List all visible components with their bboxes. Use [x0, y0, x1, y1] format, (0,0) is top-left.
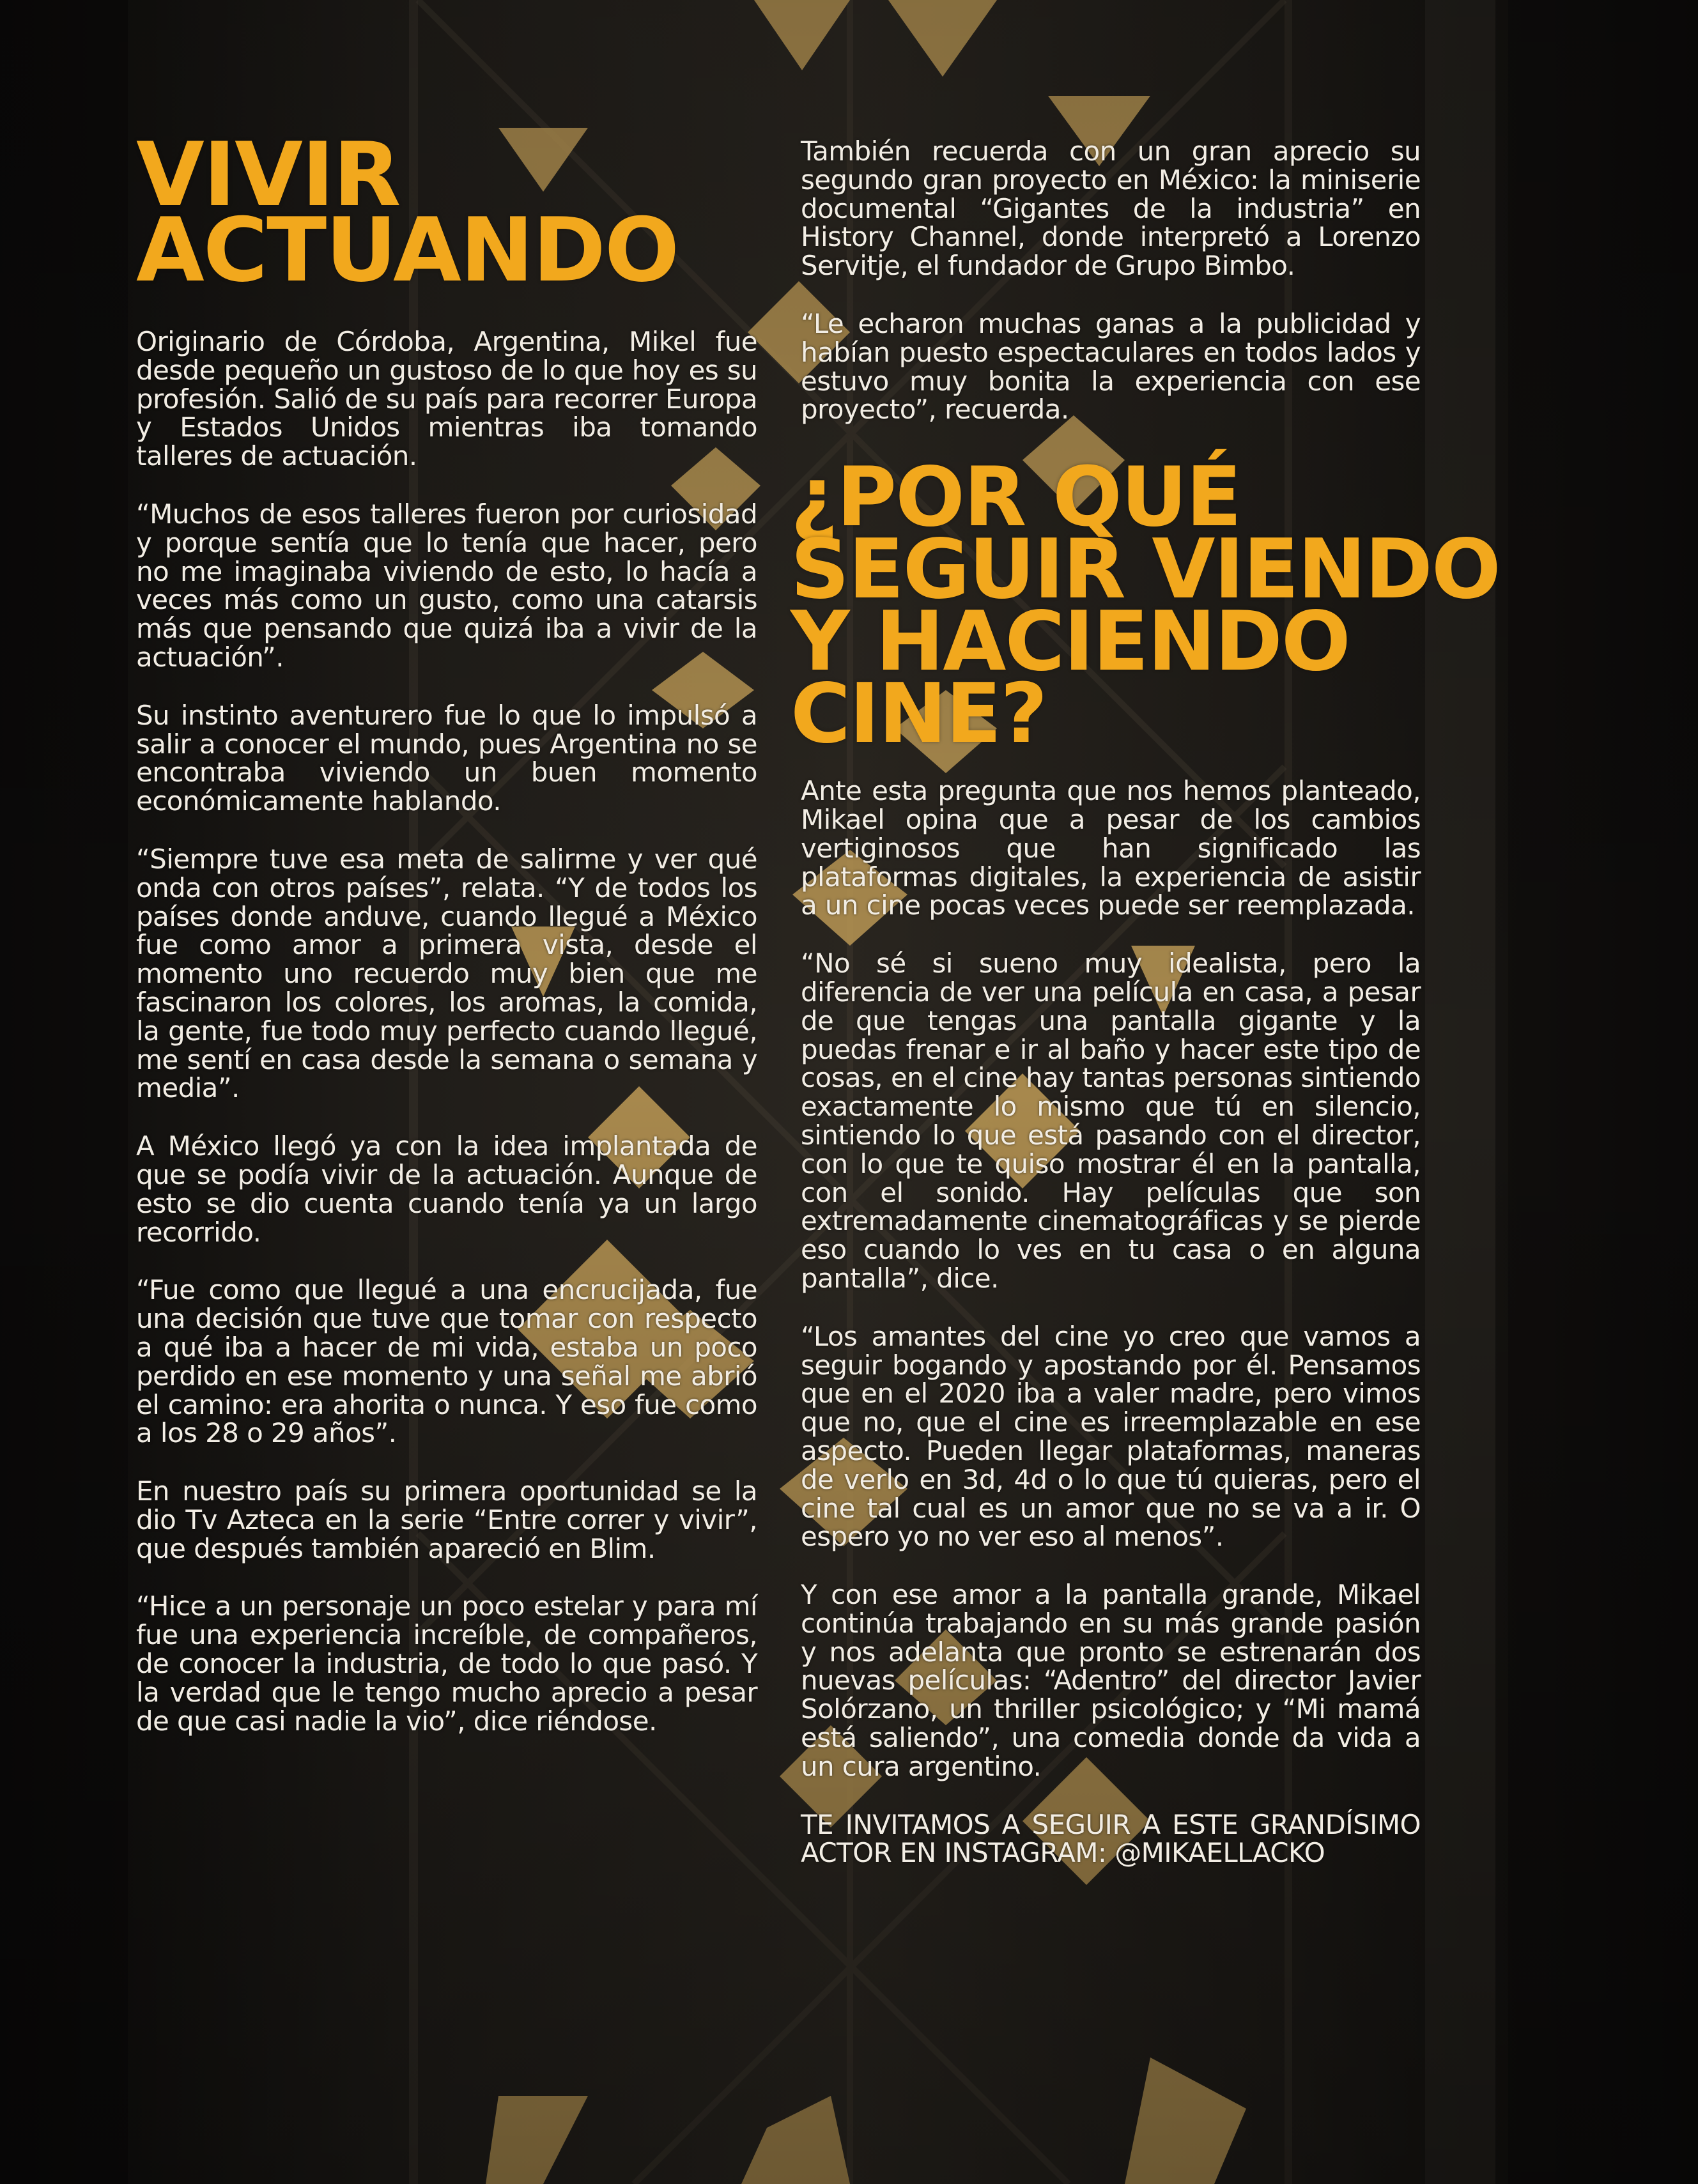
heading-line: VIVIR [136, 123, 400, 226]
right-column [791, 135, 1500, 1869]
heading-line: ACTUANDO [136, 199, 679, 302]
paragraph: “Fue como que llegué a una encrucijada, fue una decisión que tuve que tomar con respecto a qué iba a hacer de mi vida, estaba un poco perdido en ese momento y una señal me abrió el camino: era ahorita o nunca. Y eso fue como a los 28 o 29 años”. [136, 1274, 757, 1449]
paragraph: “Siempre tuve esa meta de salirme y ver qué onda con otros países”, relata. “Y de todos los países donde anduve, cuando llegué a México fue como amor a primera vista, desde el momento uno recuerdo muy bien que me fascinaron los colores, los aromas, la comida, la gente, fue todo muy perfecto cuando llegué, me sentí en casa desde la semana o semana y media”. [136, 843, 757, 1104]
paragraph: “Hice a un personaje un poco estelar y para mí fue una experiencia increíble, de compañeros, de conocer la industria, de todo lo que pasó. Y la verdad que le tengo mucho aprecio a pesar de que casi nadie la vio”, dice riéndose. [136, 1590, 757, 1737]
heading-line: Y HACIENDO [791, 594, 1350, 690]
paragraph: Originario de Córdoba, Argentina, Mikel fue desde pequeño un gustoso de lo que hoy es su profesión. Salió de su país para recorrer Europa y Estados Unidos mientras iba tomando talleres de actuación. [136, 326, 757, 472]
paragraph: Ante esta pregunta que nos hemos planteado, Mikael opina que a pesar de los cambios vertiginosos que han significado las plataformas digitales, la experiencia de asistir a un cine pocas veces puede ser reemplazada. [801, 775, 1421, 921]
heading-line: SEGUIR VIENDO [791, 522, 1500, 618]
paragraph: “Los amantes del cine yo creo que vamos a seguir bogando y apostando por él. Pensamos que en el 2020 iba a valer madre, pero vimos que no, que el cine es irreemplazable en ese aspecto. Pueden llegar plataformas, maneras de verlo en 3d, 4d o lo que tú quieras, pero el cine tal cual es un amor que no se va a ir. O espero yo no ver eso al menos”. [801, 1320, 1421, 1553]
paragraph: En nuestro país su primera oportunidad se la dio Tv Azteca en la serie “Entre correr y vivir”, que después también apareció en Blim. [136, 1475, 757, 1564]
heading-line: CINE? [791, 666, 1047, 762]
section-heading-vivir-actuando [136, 123, 757, 302]
paragraph: A México llegó ya con la idea implantada de que se podía vivir de la actuación. Aunque de esto se dio cuenta cuando tenía ya un largo recorrido. [136, 1130, 757, 1248]
paragraph: Y con ese amor a la pantalla grande, Mikael continúa trabajando en su más grande pasión y nos adelanta que pronto se estrenarán dos nuevas películas: “Adentro” del director Javier Solórzano, un thriller psicológico; y “Mi mamá está saliendo”, una comedia donde da vida a un cura argentino. [801, 1579, 1421, 1782]
paragraph: “Muchos de esos talleres fueron por curiosidad y porque sentía que lo tenía que hacer, pero no me imaginaba viviendo de esto, lo hacía a veces más como un gusto, como una catarsis más que pensando que quizá iba a vivir de la actuación”. [136, 498, 757, 673]
section-heading-por-que-cine [791, 450, 1583, 762]
instagram-call-to-action: TE INVITAMOS A SEGUIR A ESTE GRANDÍSIMO ACTOR EN INSTAGRAM: @MIKAELLACKO [801, 1808, 1421, 1869]
paragraph: Su instinto aventurero fue lo que lo impulsó a salir a conocer el mundo, pues Argentina no se encontraba viviendo un buen momento económicamente hablando. [136, 699, 757, 817]
left-column [136, 123, 757, 1737]
heading-line: ¿POR QUÉ [791, 450, 1241, 546]
paragraph: “No sé si sueno muy idealista, pero la diferencia de ver una película en casa, a pesar de que tengas una pantalla gigante y la puedas frenar e ir al baño y hacer este tipo de cosas, en el cine hay tantas personas sintiendo exactamente lo mismo que tú en silencio, sintiendo lo que está pasando con el director, con lo que te quiso mostrar él en la pantalla, con el sonido. Hay películas que son extremadamente cinematográficas y se pierde eso cuando lo ves en tu casa o en alguna pantalla”, dice. [801, 948, 1421, 1294]
paragraph: También recuerda con un gran aprecio su segundo gran proyecto en México: la miniserie documental “Gigantes de la industria” en History Channel, donde interpretó a Lorenzo Servitje, el fundador de Grupo Bimbo. [801, 135, 1421, 282]
paragraph: “Le echaron muchas ganas a la publicidad y habían puesto espectaculares en todos lados y estuvo muy bonita la experiencia con ese proyecto”, recuerda. [801, 307, 1421, 426]
